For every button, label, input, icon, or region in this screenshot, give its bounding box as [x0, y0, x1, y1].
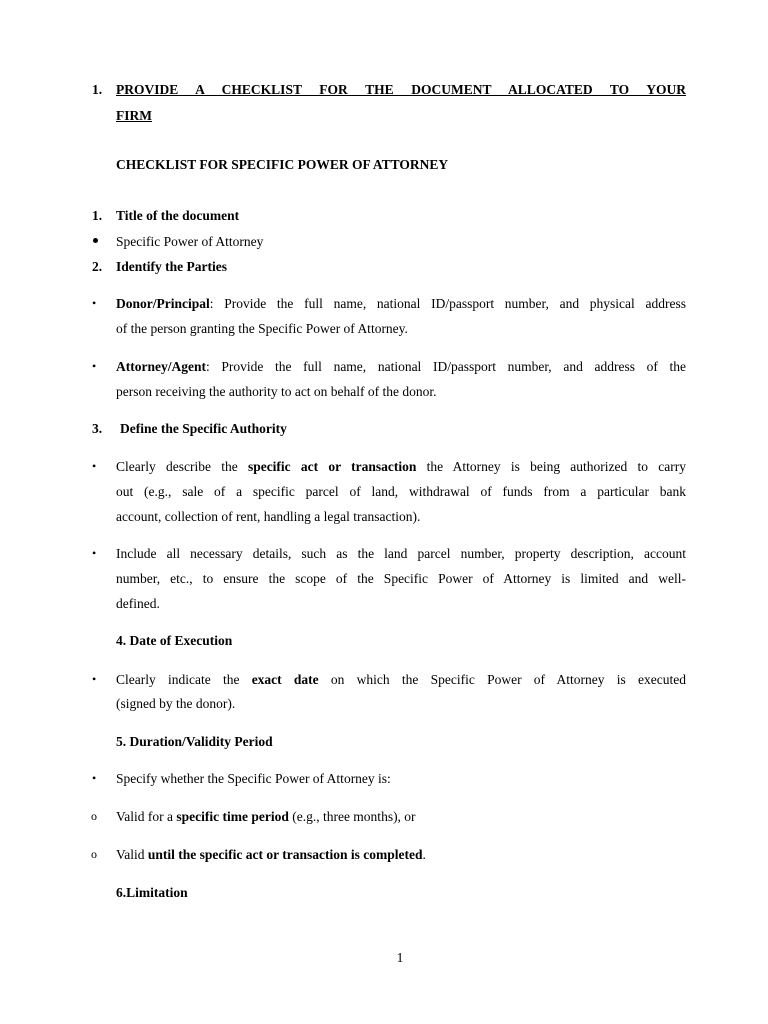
- validity-o2-post: .: [422, 847, 426, 862]
- validity-option-2: [116, 847, 686, 863]
- validity-bullet: Specify whether the Specific Power of Attorney is:: [116, 771, 391, 786]
- section-2-number: 2.: [92, 259, 103, 274]
- donor-line-1: [116, 296, 686, 312]
- attorney-text-1: : Provide the full name, national ID/passport number, and address of the: [205, 359, 686, 374]
- section-2-title: Identify the Parties: [116, 259, 227, 274]
- authority-b1-bold: specific act or transaction: [247, 459, 417, 474]
- attorney-label: Attorney/Agent: [116, 359, 206, 374]
- heading-line-2: FIRM: [116, 108, 152, 123]
- section-6-title: 6.Limitation: [116, 885, 188, 900]
- validity-o1-bold: specific time period: [176, 809, 289, 824]
- attorney-line-1: [116, 359, 686, 375]
- page-number: 1: [396, 950, 404, 965]
- execution-post: on which the Specific Power of Attorney is executed: [318, 672, 686, 687]
- execution-line-1: [116, 672, 686, 688]
- bullet-icon: •: [92, 672, 97, 686]
- authority-b2-line-3: defined.: [116, 596, 160, 611]
- validity-o1-pre: Valid for a: [116, 809, 177, 824]
- donor-text-1: : Provide the full name, national ID/passport number, and physical address: [209, 296, 686, 311]
- bullet-icon: •: [92, 771, 97, 785]
- section-1-bullet: Specific Power of Attorney: [116, 234, 264, 249]
- heading-number: 1.: [92, 82, 103, 97]
- section-4-title: 4. Date of Execution: [116, 633, 233, 648]
- authority-b1-line-2: out (e.g., sale of a specific parcel of land, withdrawal of funds from a particular bank: [116, 484, 686, 499]
- donor-line-2: of the person granting the Specific Power of Attorney.: [116, 321, 408, 336]
- bullet-icon: •: [92, 546, 97, 560]
- bullet-icon: •: [92, 459, 97, 473]
- execution-bold: exact date: [251, 672, 319, 687]
- bullet-icon: [93, 238, 98, 243]
- authority-b1-post: the Attorney is being authorized to carry: [416, 459, 686, 474]
- bullet-icon: •: [92, 296, 97, 310]
- authority-b1-line-3: account, collection of rent, handling a legal transaction).: [116, 509, 421, 524]
- validity-option-1: [116, 809, 686, 825]
- validity-o1-post: (e.g., three months), or: [288, 809, 416, 824]
- section-3-number: 3.: [92, 421, 103, 436]
- bullet-icon: •: [92, 359, 97, 373]
- execution-line-2: (signed by the donor).: [116, 696, 236, 711]
- heading-line-1: PROVIDE A CHECKLIST FOR THE DOCUMENT ALLOCATED TO YOUR: [116, 82, 686, 97]
- section-3-title: Define the Specific Authority: [120, 421, 287, 436]
- circle-bullet-icon: o: [91, 847, 97, 861]
- authority-b2-line-2: number, etc., to ensure the scope of the Specific Power of Attorney is limited and well-: [116, 571, 686, 586]
- checklist-subtitle: CHECKLIST FOR SPECIFIC POWER OF ATTORNEY: [116, 157, 449, 172]
- attorney-line-2: person receiving the authority to act on behalf of the donor.: [116, 384, 437, 399]
- circle-bullet-icon: o: [91, 809, 97, 823]
- validity-o2-pre: Valid: [116, 847, 148, 862]
- execution-pre: Clearly indicate the: [116, 672, 252, 687]
- validity-o2-bold: until the specific act or transaction is completed: [147, 847, 423, 862]
- authority-b2-line-1: Include all necessary details, such as the land parcel number, property description, account: [116, 546, 686, 561]
- section-1-title: Title of the document: [116, 208, 240, 223]
- section-5-title: 5. Duration/Validity Period: [116, 734, 273, 749]
- authority-b1-pre: Clearly describe the: [116, 459, 248, 474]
- donor-label: Donor/Principal: [116, 296, 210, 311]
- section-1-number: 1.: [92, 208, 103, 223]
- authority-b1-line-1: [116, 459, 686, 475]
